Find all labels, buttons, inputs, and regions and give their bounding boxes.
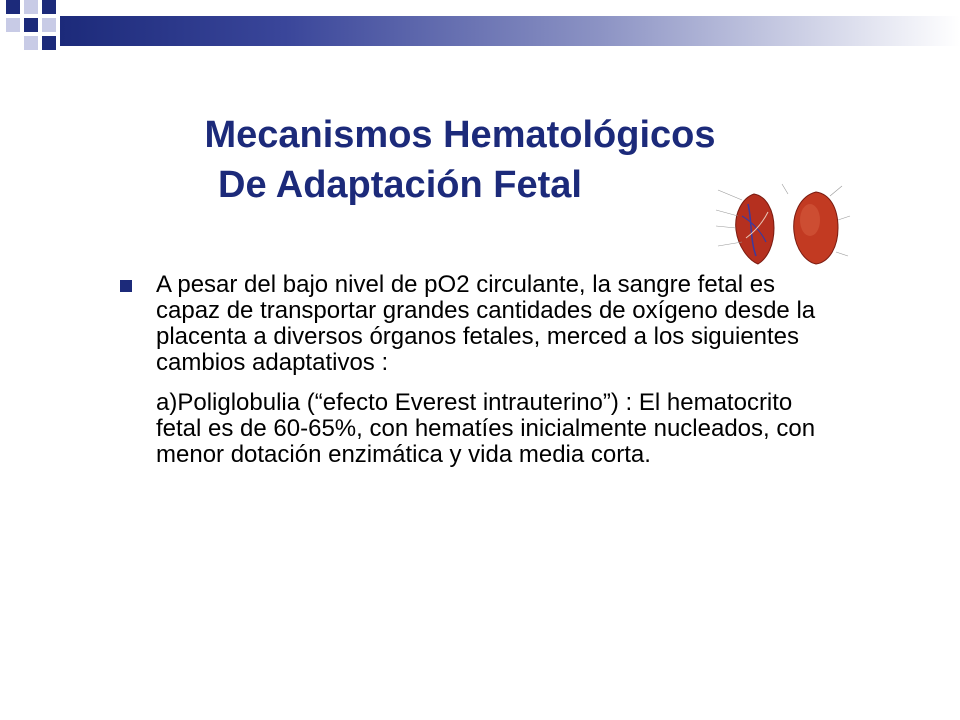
decor-square: [24, 18, 38, 32]
decor-square: [6, 18, 20, 32]
slide-title-line1: Mecanismos Hematológicos: [204, 114, 716, 156]
square-bullet-icon: [120, 280, 132, 292]
decor-square: [6, 0, 20, 14]
bullet-text: A pesar del bajo nivel de pO2 circulante, la sangre fetal es capaz de transportar grandes cantidades de oxígeno desde la placenta a diversos órganos fetales, merced a los siguientes cambios adaptativos :: [156, 271, 816, 376]
top-banner-bar: [60, 16, 960, 46]
decor-square: [42, 18, 56, 32]
corner-squares: [6, 0, 56, 50]
decor-square: [24, 36, 38, 50]
bullet-item: [120, 272, 840, 376]
placenta-illustration: [712, 180, 854, 268]
decor-square: [24, 0, 38, 14]
sub-paragraph: a)Poliglobulia (“efecto Everest intrauterino”) : El hematocrito fetal es de 60-65%, con hematíes inicialmente nucleados, con menor dotación enzimática y vida media corta.: [156, 389, 816, 468]
slide-title-line2: De Adaptación Fetal: [218, 164, 582, 206]
slide-body: [120, 272, 840, 468]
decor-square: [42, 0, 56, 14]
decor-square: [42, 36, 56, 50]
